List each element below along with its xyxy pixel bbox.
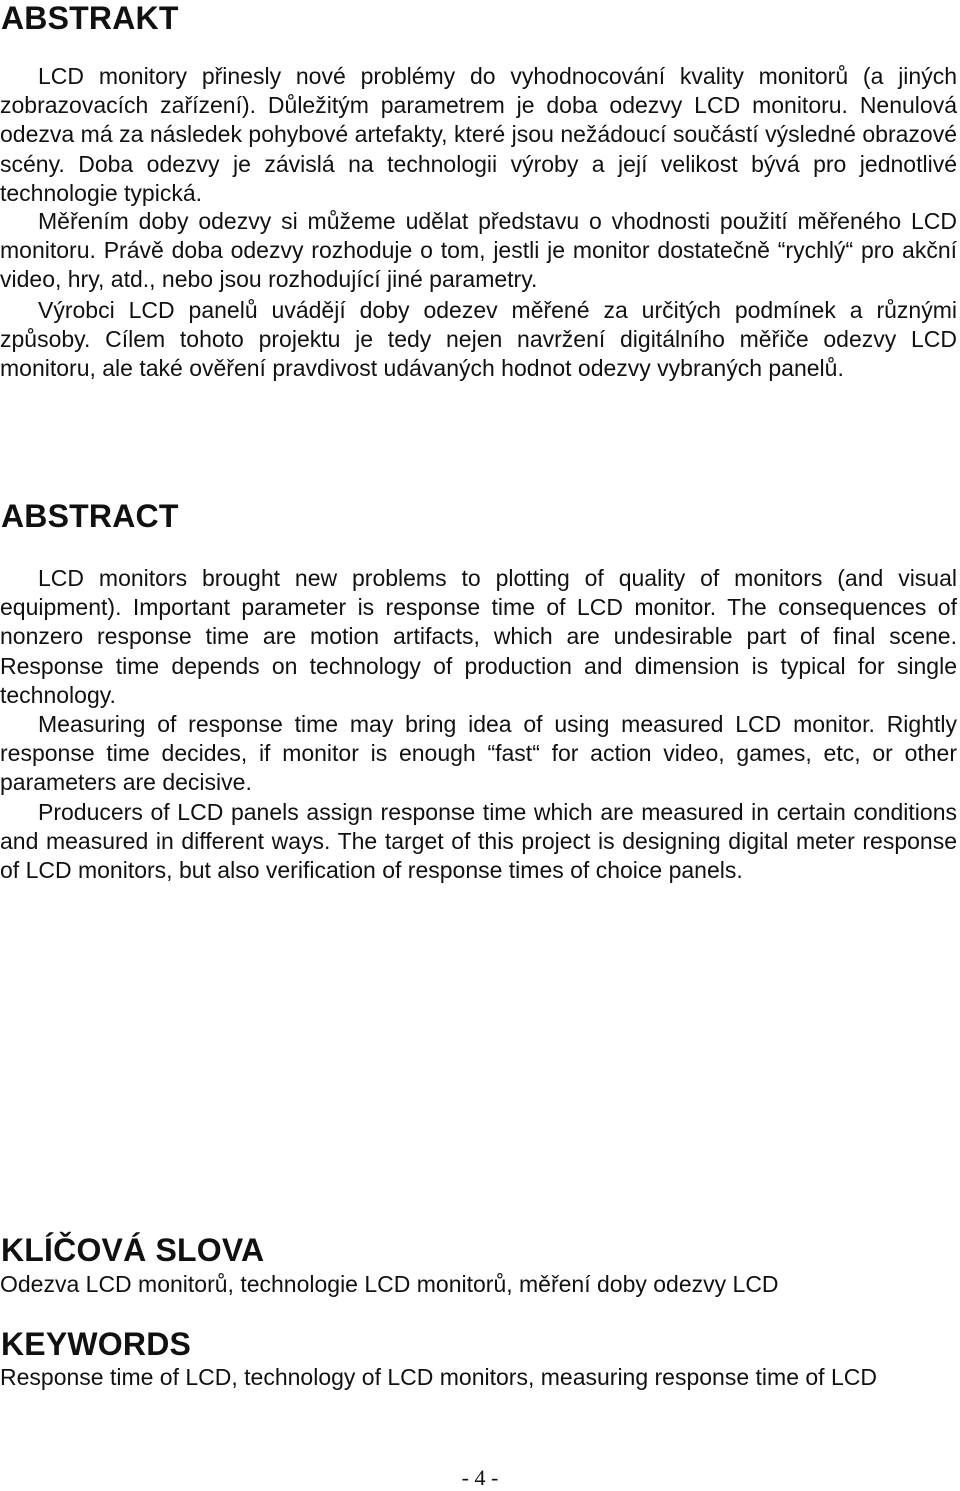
abstract-paragraph-3: Producers of LCD panels assign response time which are measured in certain conditions and measured in different ways. The target of this project is designing digital meter response of LCD monitors, but also verification of response times of choice panels. bbox=[0, 799, 957, 884]
abstract-heading: ABSTRACT bbox=[1, 498, 179, 534]
abstract-paragraph-2: Measuring of response time may bring idea of using measured LCD monitor. Rightly response time decides, if monitor is enough “fast“ for action video, games, etc, or other parameters are decisive. bbox=[0, 711, 957, 796]
abstrakt-heading: ABSTRAKT bbox=[1, 0, 179, 36]
abstract-paragraph-1: LCD monitors brought new problems to plotting of quality of monitors (and visual equipment). Important parameter is response time of LCD monitor. The consequences of nonzero response time are motion artifacts, which are undesirable part of final scene. Response time depends on technology of production and dimension is typical for single technology. bbox=[0, 565, 957, 708]
keywords-heading: KEYWORDS bbox=[1, 1326, 192, 1362]
abstrakt-paragraph-3: Výrobci LCD panelů uvádějí doby odezev měřené za určitých podmínek a různými způsoby. Cílem tohoto projektu je tedy nejen navržení digitálního měřiče odezvy LCD monitoru, ale také ověření pravdivost udávaných hodnot odezvy vybraných panelů. bbox=[0, 297, 957, 382]
keywords-text: Response time of LCD, technology of LCD monitors, measuring response time of LCD bbox=[0, 1364, 877, 1390]
klicova-slova-text: Odezva LCD monitorů, technologie LCD monitorů, měření doby odezvy LCD bbox=[0, 1271, 779, 1297]
abstrakt-paragraph-1: LCD monitory přinesly nové problémy do vyhodnocování kvality monitorů (a jiných zobrazovacích zařízení). Důležitým parametrem je doba odezvy LCD monitoru. Nenulová odezva má za následek pohybové artefakty, které jsou nežádoucí součástí výsledné obrazové scény. Doba odezvy je závislá na technologii výroby a její velikost bývá pro jednotlivé technologie typická. bbox=[0, 63, 957, 206]
klicova-slova-heading: KLÍČOVÁ SLOVA bbox=[1, 1232, 265, 1268]
abstrakt-paragraph-2: Měřením doby odezvy si můžeme udělat představu o vhodnosti použití měřeného LCD monitoru. Právě doba odezvy rozhoduje o tom, jestli je monitor dostatečně “rychlý“ pro akční video, hry, atd., nebo jsou rozhodující jiné parametry. bbox=[0, 208, 957, 293]
page-number: - 4 - bbox=[461, 1465, 499, 1490]
